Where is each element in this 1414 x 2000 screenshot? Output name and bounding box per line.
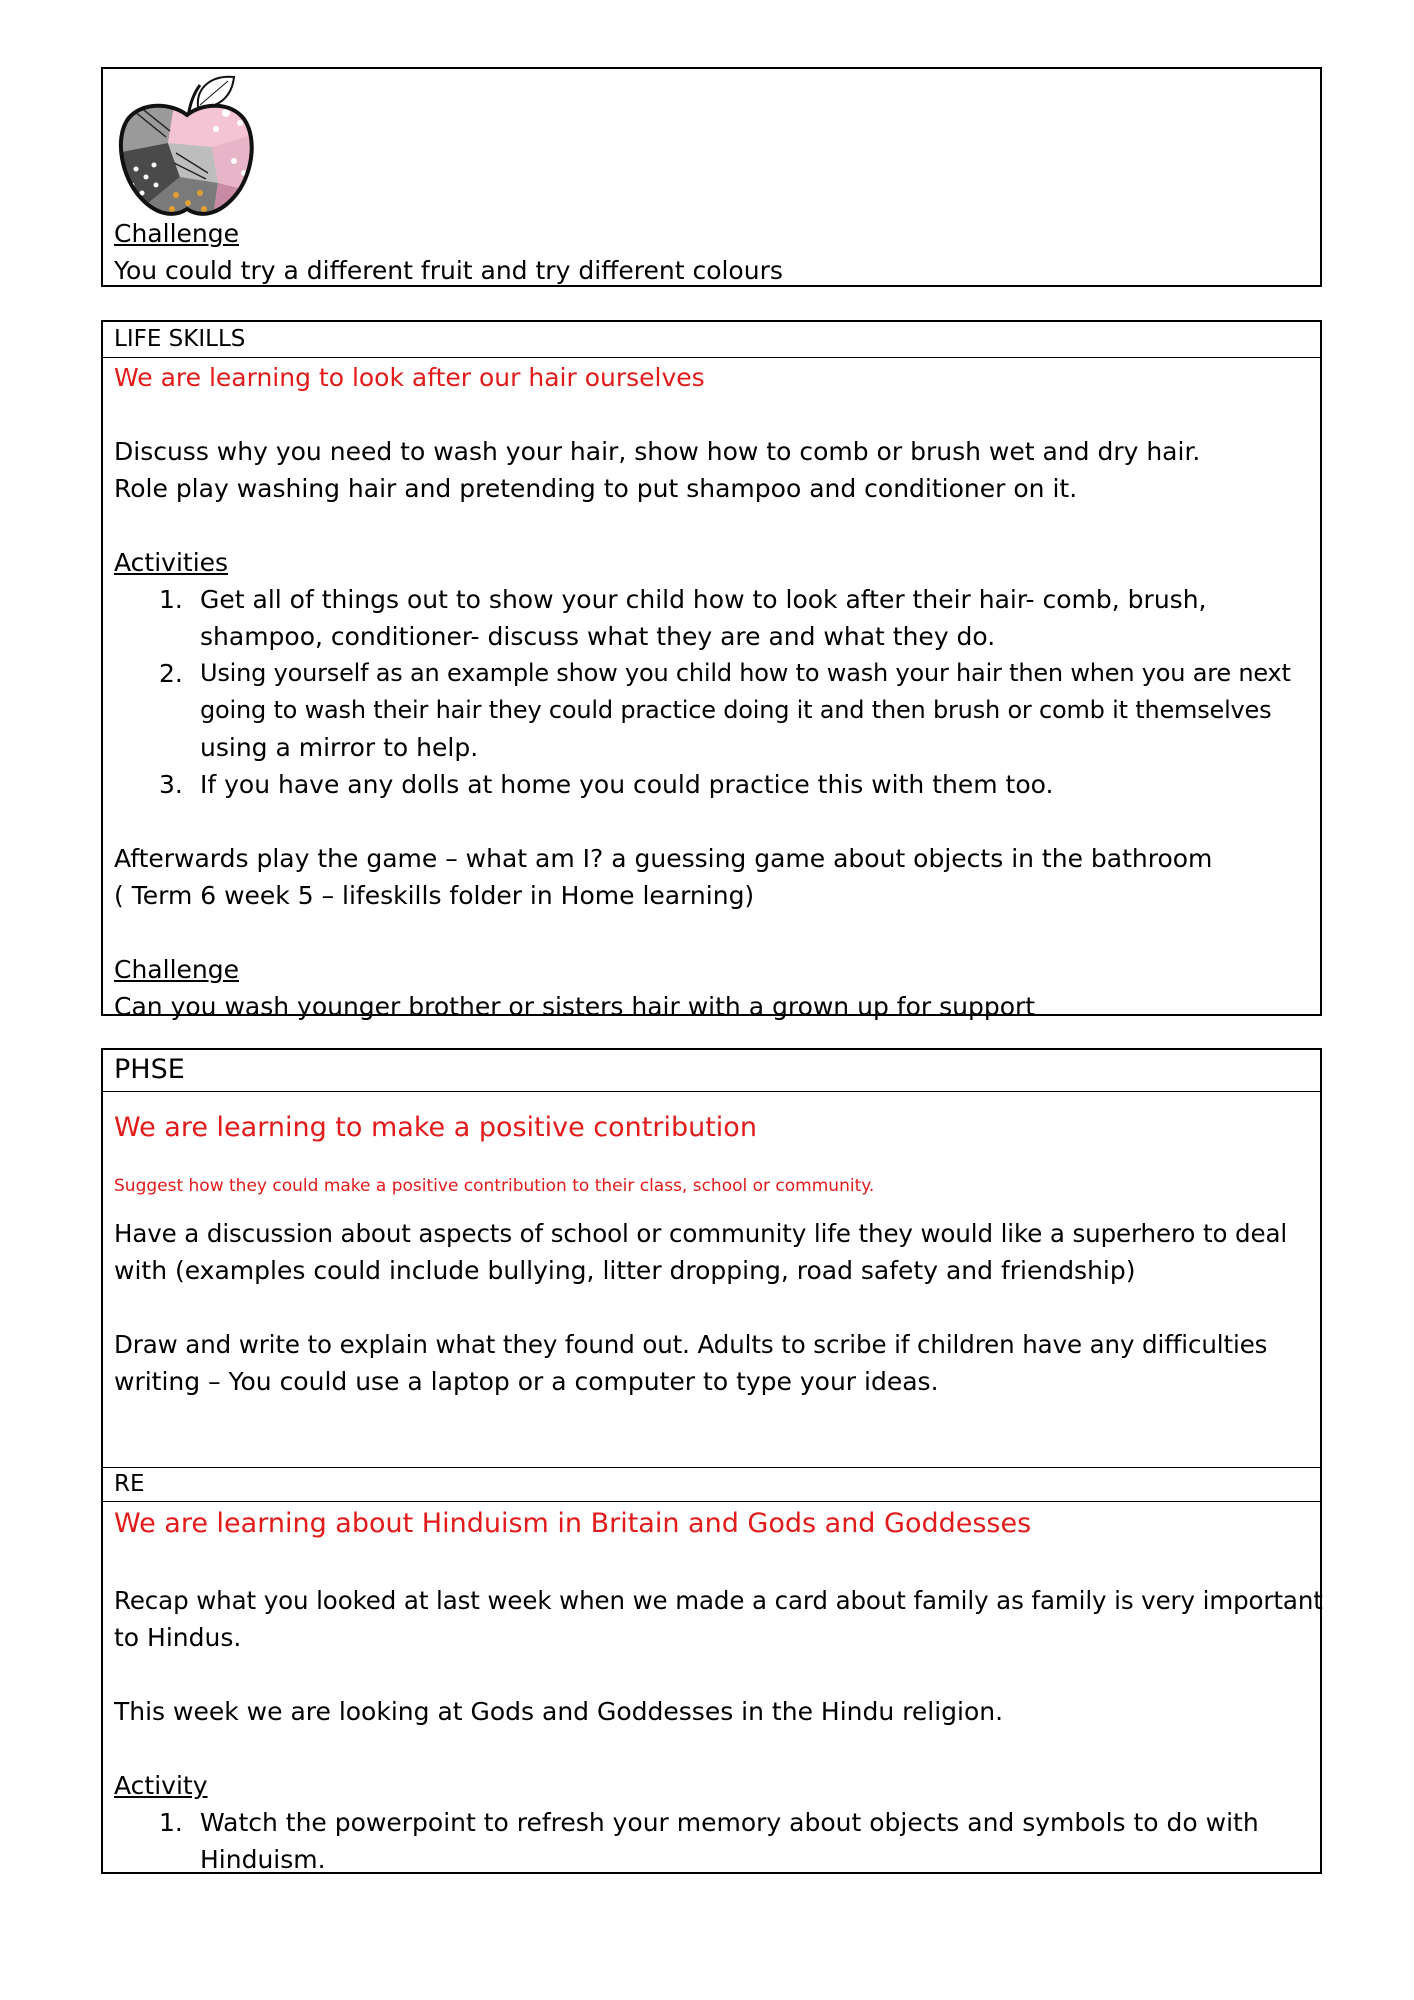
draw-line: writing – You could use a laptop or a computer to type your ideas. [114, 1367, 939, 1396]
challenge-text: You could try a different fruit and try different colours [114, 256, 783, 285]
recap-line: Recap what you looked at last week when we made a card about family as family is very important [114, 1586, 1323, 1615]
list-item [114, 1804, 1309, 1878]
recap-line: to Hindus. [114, 1623, 242, 1652]
list-item [114, 766, 1309, 803]
phse-note: Suggest how they could make a positive contribution to their class, school or community. [114, 1176, 875, 1196]
phse-title: PHSE [114, 1054, 185, 1085]
intro-line: Role play washing hair and pretending to put shampoo and conditioner on it. [114, 474, 1078, 503]
list-item [114, 581, 1309, 655]
re-title: RE [114, 1471, 145, 1497]
life-skills-header [103, 322, 1320, 358]
list-item-line: using a mirror to help. [200, 733, 479, 762]
draw-line: Draw and write to explain what they found out. Adults to scribe if children have any difficulties [114, 1330, 1268, 1359]
activities-heading: Activities [114, 548, 229, 577]
list-item-line: If you have any dolls at home you could practice this with them too. [200, 770, 1054, 799]
phse-re-box [101, 1048, 1322, 1874]
life-skills-challenge-text: Can you wash younger brother or sisters hair with a grown up for support [114, 992, 1036, 1021]
list-item [114, 655, 1309, 766]
discussion-line: Have a discussion about aspects of school or community life they would like a superhero to deal [114, 1219, 1288, 1248]
phse-header [103, 1050, 1320, 1092]
intro-line: Discuss why you need to wash your hair, show how to comb or brush wet and dry hair. [114, 437, 1201, 466]
life-skills-title: LIFE SKILLS [114, 326, 246, 352]
afterwards-line: Afterwards play the game – what am I? a guessing game about objects in the bathroom [114, 844, 1213, 873]
this-week-line: This week we are looking at Gods and Goddesses in the Hindu religion. [114, 1697, 1004, 1726]
list-item-line: Using yourself as an example show you child how to wash your hair then when you are next [200, 659, 1291, 687]
re-header [103, 1467, 1320, 1502]
list-item-line: going to wash their hair they could practice doing it and then brush or comb it themselves [200, 696, 1272, 724]
life-skills-objective: We are learning to look after our hair ourselves [114, 363, 705, 392]
list-item-number: 3. [159, 770, 183, 799]
patchwork-apple-icon [116, 73, 258, 221]
challenge-heading: Challenge [114, 219, 239, 248]
phse-objective: We are learning to make a positive contribution [114, 1112, 757, 1143]
phse-section [103, 1092, 1320, 1467]
list-item-line: shampoo, conditioner- discuss what they are and what they do. [200, 622, 996, 651]
activities-list [114, 581, 1309, 803]
list-item-number: 1. [159, 585, 183, 614]
afterwards-line: ( Term 6 week 5 – lifeskills folder in Home learning) [114, 881, 755, 910]
list-item-line: Hinduism. [200, 1845, 326, 1874]
life-skills-challenge-heading: Challenge [114, 955, 239, 984]
life-skills-box [101, 320, 1322, 1021]
challenge-box [101, 67, 1322, 287]
list-item-number: 2. [159, 659, 183, 688]
re-section [103, 1502, 1323, 1878]
re-activities-list [114, 1804, 1309, 1878]
list-item-number: 1. [159, 1808, 183, 1837]
re-objective: We are learning about Hinduism in Britain and Gods and Goddesses [114, 1508, 1032, 1539]
list-item-line: Watch the powerpoint to refresh your memory about objects and symbols to do with [200, 1808, 1259, 1837]
list-item-line: Get all of things out to show your child how to look after their hair- comb, brush, [200, 585, 1207, 614]
re-activity-heading: Activity [114, 1771, 208, 1800]
discussion-line: with (examples could include bullying, litter dropping, road safety and friendship) [114, 1256, 1136, 1285]
